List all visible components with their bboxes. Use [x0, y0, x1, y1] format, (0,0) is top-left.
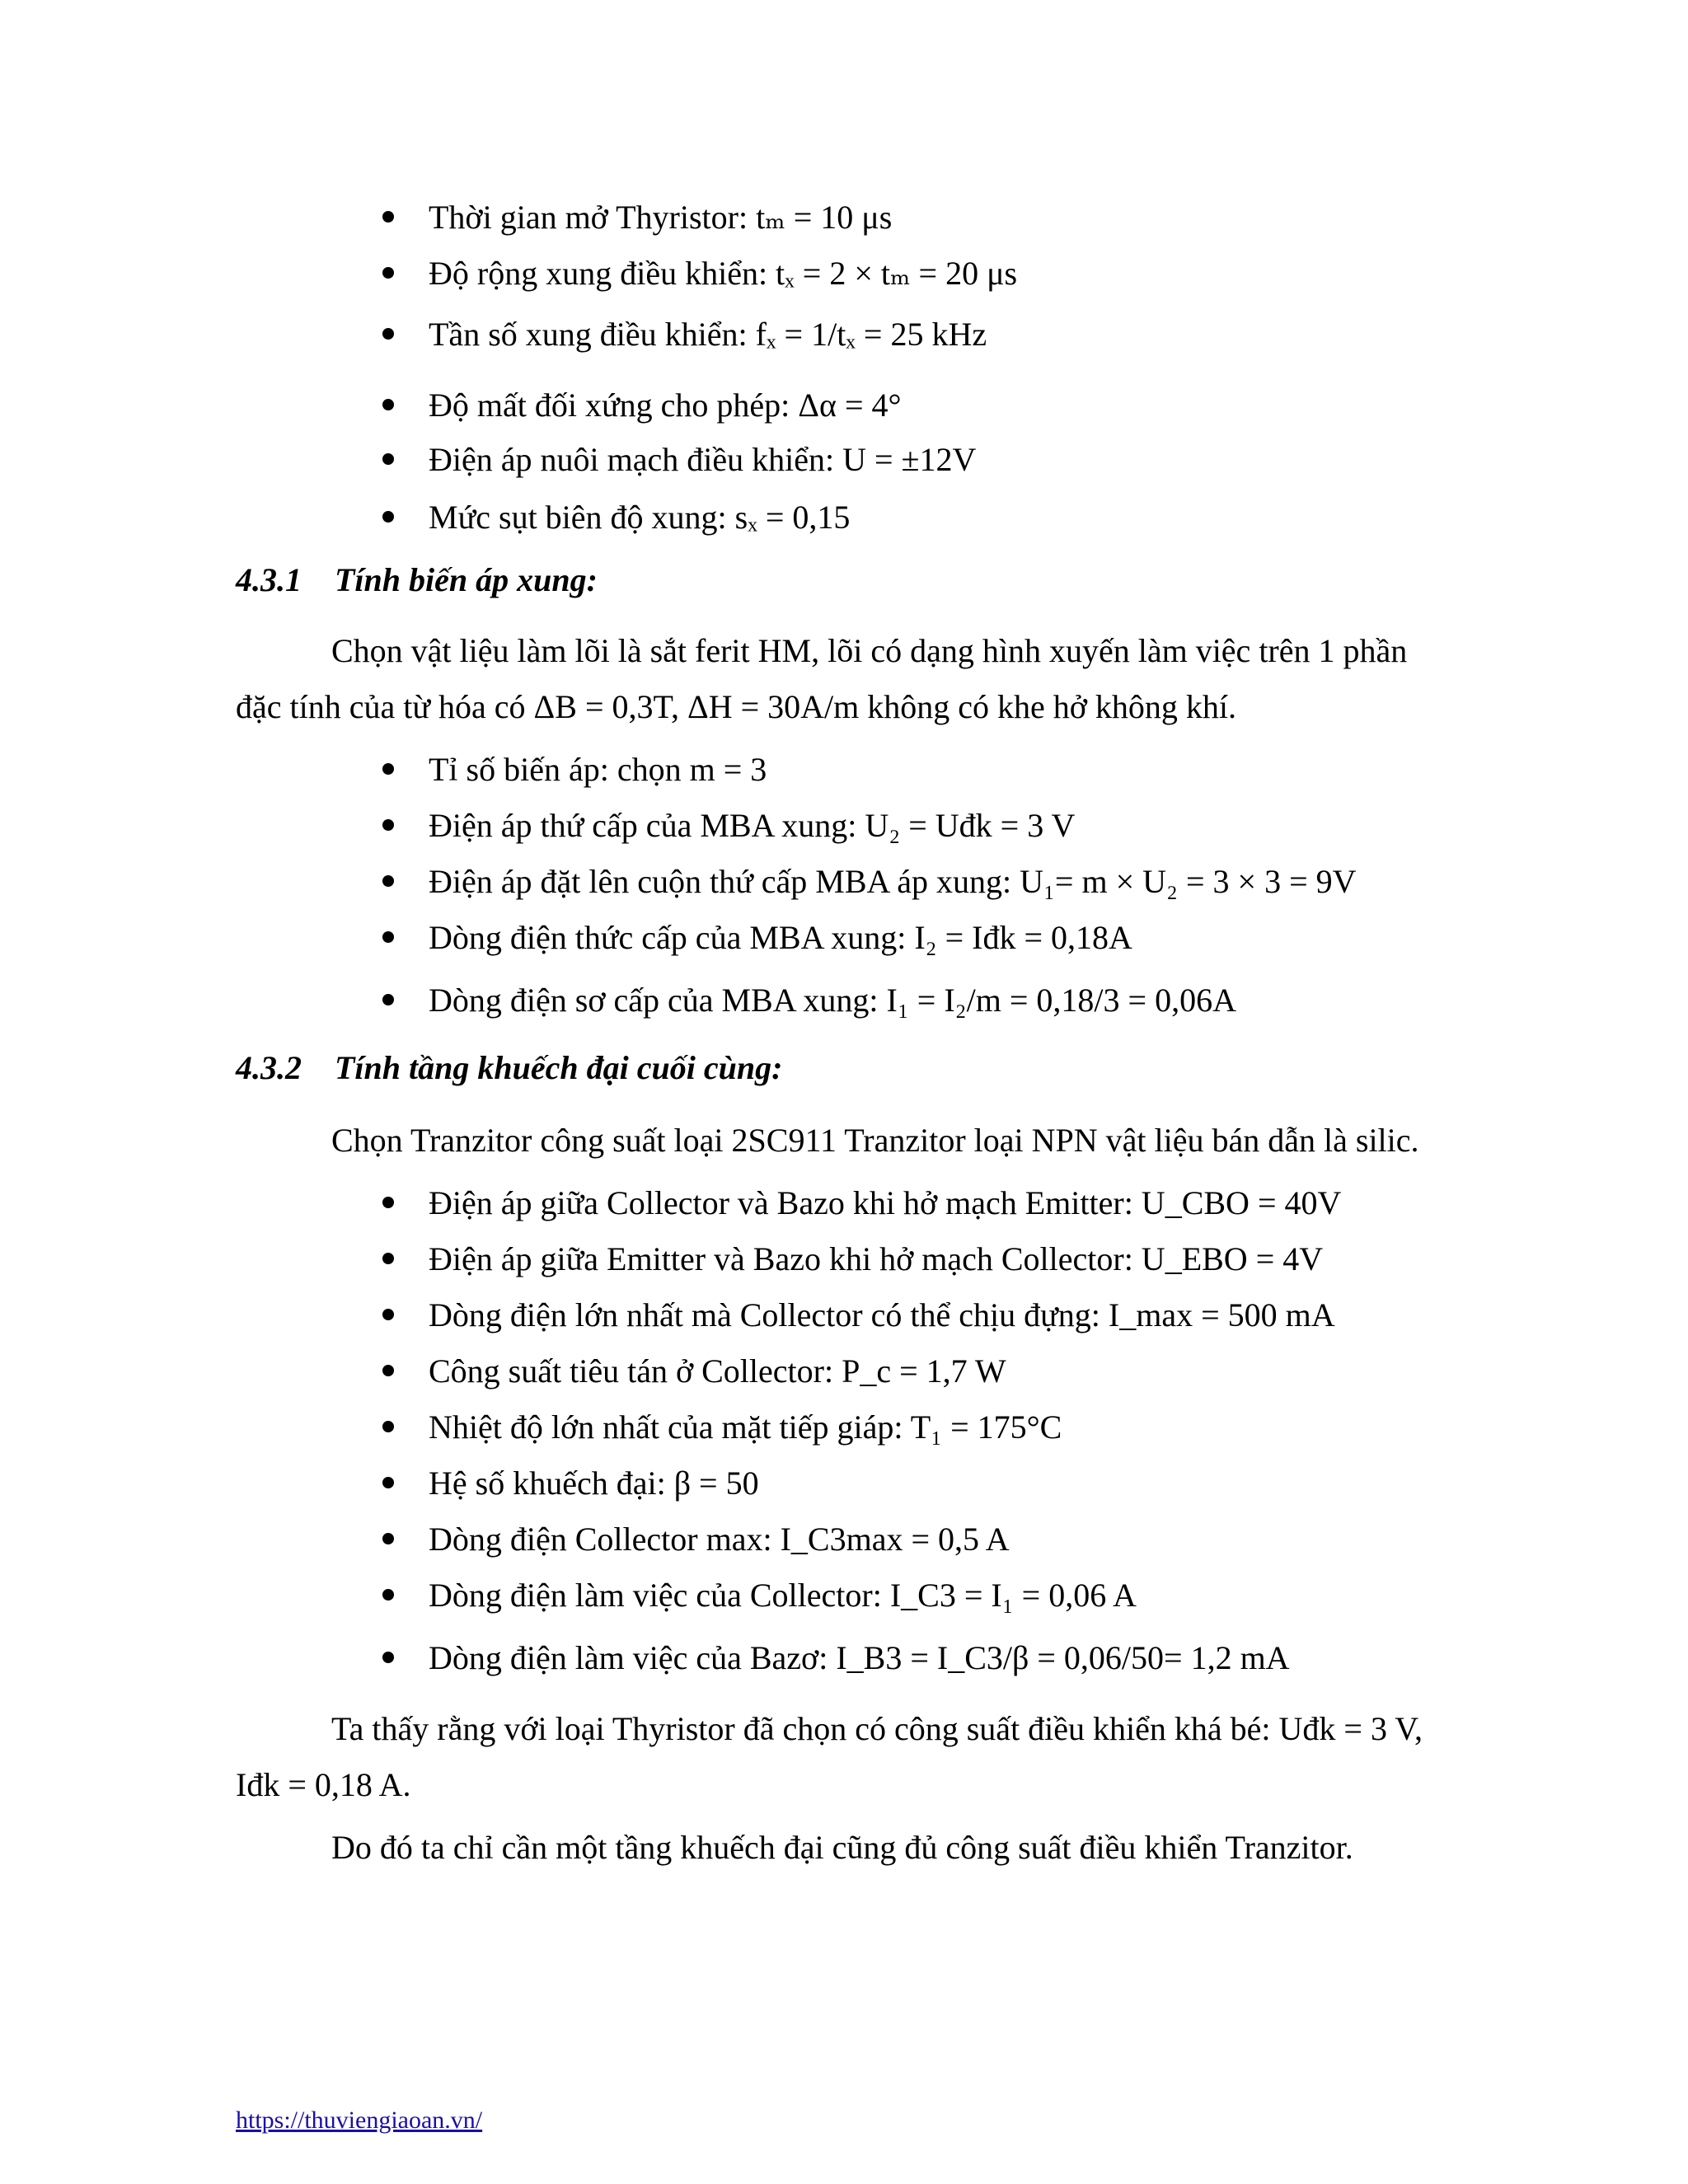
- list-item-text: Tỉ số biến áp: chọn m = 3: [429, 751, 767, 788]
- bullet-icon: [382, 453, 394, 465]
- list-item-text: Nhiệt độ lớn nhất của mặt tiếp giáp: T₁ = 175°C: [429, 1408, 1062, 1446]
- list-item: [429, 747, 767, 793]
- bullet-icon: [382, 267, 394, 279]
- list-item: [429, 803, 1075, 849]
- bullet-icon: [382, 211, 394, 223]
- list-item-text: Dòng điện sơ cấp của MBA xung: I₁ = I₂/m = 0,18/3 = 0,06A: [429, 982, 1236, 1019]
- list-item-text: Dòng điện thức cấp của MBA xung: I₂ = Iđk = 0,18A: [429, 919, 1132, 956]
- list-item-text: Điện áp giữa Emitter và Bazo khi hở mạch Collector: U_EBO = 4V: [429, 1240, 1324, 1277]
- list-item: [429, 1404, 1062, 1451]
- list-item-text: Độ rộng xung điều khiển: tₓ = 2 × tₘ = 20 μs: [429, 255, 1018, 292]
- bullet-icon: [382, 1421, 394, 1432]
- paragraph: Iđk = 0,18 A.: [236, 1766, 411, 1803]
- bullet-icon: [382, 511, 394, 523]
- footer-link[interactable]: https://thuviengiaoan.vn/: [236, 2107, 483, 2134]
- bullet-icon: [382, 1365, 394, 1376]
- list-item-text: Điện áp đặt lên cuộn thứ cấp MBA áp xung: U₁= m × U₂ = 3 × 3 = 9V: [429, 863, 1357, 900]
- list-item: [429, 977, 1236, 1024]
- paragraph: Do đó ta chỉ cần một tầng khuếch đại cũng đủ công suất điều khiển Tranzitor.: [331, 1829, 1353, 1866]
- bullet-icon: [382, 1533, 394, 1544]
- list-item-text: Độ mất đối xứng cho phép: Δα = 4°: [429, 387, 902, 424]
- bullet-icon: [382, 1309, 394, 1320]
- bullet-icon: [382, 1477, 394, 1488]
- bullet-icon: [382, 994, 394, 1005]
- section-title: Tính tầng khuếch đại cuối cùng:: [335, 1049, 783, 1086]
- list-item: [429, 1292, 1335, 1338]
- paragraph: Ta thấy rằng với loại Thyristor đã chọn có công suất điều khiển khá bé: Uđk = 3 V,: [331, 1710, 1423, 1747]
- list-item: [429, 1516, 1010, 1563]
- list-item-text: Điện áp thứ cấp của MBA xung: U₂ = Uđk = 3 V: [429, 807, 1076, 844]
- section-number: 4.3.2: [236, 1049, 302, 1086]
- list-item: [429, 194, 892, 241]
- list-item-text: Mức sụt biên độ xung: sₓ = 0,15: [429, 499, 851, 536]
- bullet-icon: [382, 875, 394, 887]
- section-heading: [236, 557, 598, 603]
- paragraph: Chọn Tranzitor công suất loại 2SC911 Tranzitor loại NPN vật liệu bán dẫn là silic.: [331, 1122, 1419, 1159]
- list-item: [429, 1236, 1323, 1282]
- bullet-icon: [382, 1197, 394, 1208]
- section-title: Tính biến áp xung:: [335, 561, 598, 598]
- bullet-icon: [382, 1652, 394, 1663]
- bullet-icon: [382, 328, 394, 340]
- list-item-text: Dòng điện lớn nhất mà Collector có thể chịu đựng: I_max = 500 mA: [429, 1296, 1335, 1333]
- list-item: [429, 437, 976, 483]
- section-heading: [236, 1045, 782, 1091]
- paragraph: Chọn vật liệu làm lõi là sắt ferit HM, lõi có dạng hình xuyến làm việc trên 1 phần: [331, 632, 1408, 669]
- list-item: [429, 494, 850, 541]
- bullet-icon: [382, 819, 394, 831]
- bullet-icon: [382, 763, 394, 775]
- list-item-text: Tần số xung điều khiển: fₓ = 1/tₓ = 25 kHz: [429, 316, 987, 353]
- list-item: [429, 1180, 1341, 1226]
- list-item: [429, 859, 1357, 905]
- list-item: [429, 1348, 1006, 1394]
- list-item-text: Hệ số khuếch đại: β = 50: [429, 1465, 759, 1502]
- list-item-text: Dòng điện làm việc của Bazơ: I_B3 = I_C3/β = 0,06/50= 1,2 mA: [429, 1639, 1290, 1676]
- bullet-icon: [382, 931, 394, 943]
- list-item: [429, 915, 1132, 961]
- list-item: [429, 1572, 1137, 1619]
- list-item-text: Điện áp nuôi mạch điều khiển: U = ±12V: [429, 441, 977, 478]
- list-item: [429, 382, 902, 429]
- list-item-text: Dòng điện Collector max: I_C3max = 0,5 A: [429, 1521, 1010, 1558]
- list-item: [429, 1460, 759, 1507]
- section-number: 4.3.1: [236, 561, 302, 598]
- bullet-icon: [382, 1589, 394, 1601]
- list-item-text: Thời gian mở Thyristor: tₘ = 10 μs: [429, 199, 893, 236]
- bullet-icon: [382, 1253, 394, 1264]
- list-item-text: Điện áp giữa Collector và Bazo khi hở mạch Emitter: U_CBO = 40V: [429, 1184, 1342, 1221]
- list-item-text: Dòng điện làm việc của Collector: I_C3 = I₁ = 0,06 A: [429, 1577, 1137, 1614]
- bullet-icon: [382, 399, 394, 410]
- list-item: [429, 312, 987, 358]
- list-item-text: Công suất tiêu tán ở Collector: P_c = 1,7 W: [429, 1352, 1006, 1390]
- paragraph: đặc tính của từ hóa có ΔB = 0,3T, ΔH = 30A/m không có khe hở không khí.: [236, 688, 1237, 725]
- list-item: [429, 1635, 1290, 1681]
- list-item: [429, 251, 1017, 297]
